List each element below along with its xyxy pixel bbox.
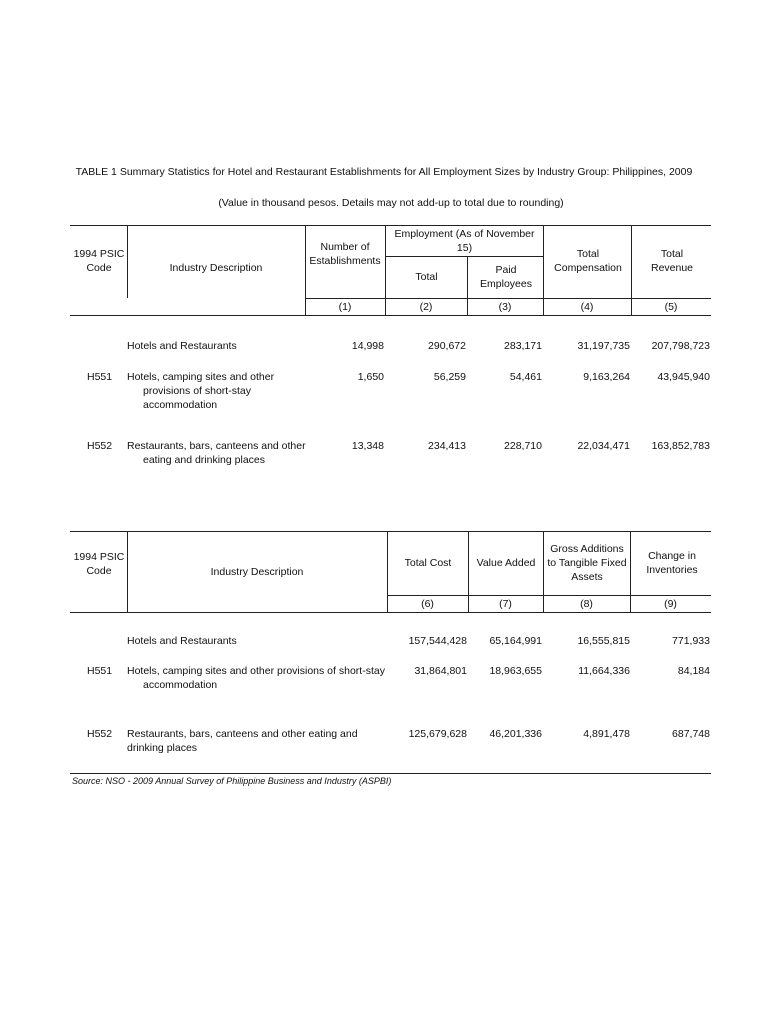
value-added-header: Value Added (476, 557, 536, 569)
cell-gross-additions: 4,891,478 (583, 728, 630, 740)
industry-description: Hotels and Restaurants (127, 340, 237, 352)
total-cost-header: Total Cost (404, 557, 452, 569)
cell-employment-total: 56,259 (433, 371, 466, 383)
cell-value-added: 18,963,655 (489, 665, 542, 677)
cell-total-compensation: 9,163,264 (583, 371, 630, 383)
industry-description: Hotels, camping sites and other provisions of short-stay accommodation (127, 665, 385, 691)
cell-total-revenue: 163,852,783 (651, 440, 710, 452)
column-number: (9) (664, 598, 677, 610)
column-number: (6) (421, 598, 434, 610)
column-number: (3) (498, 301, 512, 313)
psic-code: H552 (87, 728, 113, 740)
psic-code: H552 (87, 440, 113, 452)
cell-value-added: 65,164,991 (489, 635, 542, 647)
cell-total-cost: 157,544,428 (408, 635, 467, 647)
gross-additions-header: Gross Additions to Tangible Fixed Assets (547, 543, 627, 583)
cell-change-in-inventories: 84,184 (677, 665, 710, 677)
cell-change-in-inventories: 687,748 (672, 728, 710, 740)
cell-establishments: 14,998 (351, 340, 384, 352)
psic-code-header: 1994 PSIC Code (73, 551, 125, 577)
cell-total-compensation: 31,197,735 (577, 340, 630, 352)
column-number: (8) (580, 598, 593, 610)
psic-code: H551 (87, 665, 113, 677)
column-number: (1) (338, 301, 352, 313)
total-revenue-header: Total Revenue (650, 248, 694, 274)
cell-establishments: 13,348 (351, 440, 384, 452)
industry-description: Hotels, camping sites and other provisions of short-stay accommodation (127, 371, 275, 411)
cell-total-revenue: 207,798,723 (651, 340, 710, 352)
cell-total-cost: 125,679,628 (408, 728, 467, 740)
column-number: (5) (664, 301, 678, 313)
table-subtitle: (Value in thousand pesos. Details may not add-up to total due to rounding) (218, 197, 564, 209)
cell-paid-employees: 228,710 (504, 440, 542, 452)
cell-gross-additions: 11,664,336 (578, 665, 630, 677)
industry-description-header: Industry Description (169, 262, 263, 274)
number-of-establishments-header: Number of Establishments (309, 241, 381, 267)
change-in-inventories-header: Change in Inventories (646, 550, 698, 576)
industry-description: Restaurants, bars, canteens and other eating and drinking places (127, 728, 358, 754)
industry-description-header: Industry Description (210, 566, 304, 578)
industry-description: Hotels and Restaurants (127, 635, 237, 647)
column-number: (4) (580, 301, 594, 313)
industry-description: Restaurants, bars, canteens and other eating and drinking places (127, 440, 306, 466)
cell-value-added: 46,201,336 (489, 728, 542, 740)
employment-header: Employment (As of November 15) (394, 228, 535, 254)
cell-total-compensation: 22,034,471 (577, 440, 630, 452)
cell-change-in-inventories: 771,933 (672, 635, 710, 647)
employment-total-header: Total (415, 271, 438, 283)
source-note: Source: NSO - 2009 Annual Survey of Philippine Business and Industry (ASPBI) (72, 776, 392, 786)
cell-employment-total: 290,672 (428, 340, 466, 352)
cell-total-cost: 31,864,801 (414, 665, 467, 677)
column-number: (7) (499, 598, 512, 610)
cell-establishments: 1,650 (357, 371, 384, 383)
cell-gross-additions: 16,555,815 (577, 635, 630, 647)
column-number: (2) (419, 301, 433, 313)
total-compensation-header: Total Compensation (554, 248, 622, 274)
cell-total-revenue: 43,945,940 (657, 371, 710, 383)
psic-code: H551 (87, 371, 113, 383)
table-title: TABLE 1 Summary Statistics for Hotel and Restaurant Establishments for All Employment Sizes by Industry Group: Philippines, 2009 (75, 166, 693, 178)
psic-code-header: 1994 PSIC Code (73, 248, 125, 274)
cell-paid-employees: 54,461 (509, 371, 542, 383)
cell-paid-employees: 283,171 (504, 340, 542, 352)
cell-employment-total: 234,413 (428, 440, 466, 452)
paid-employees-header: Paid Employees (480, 264, 532, 290)
